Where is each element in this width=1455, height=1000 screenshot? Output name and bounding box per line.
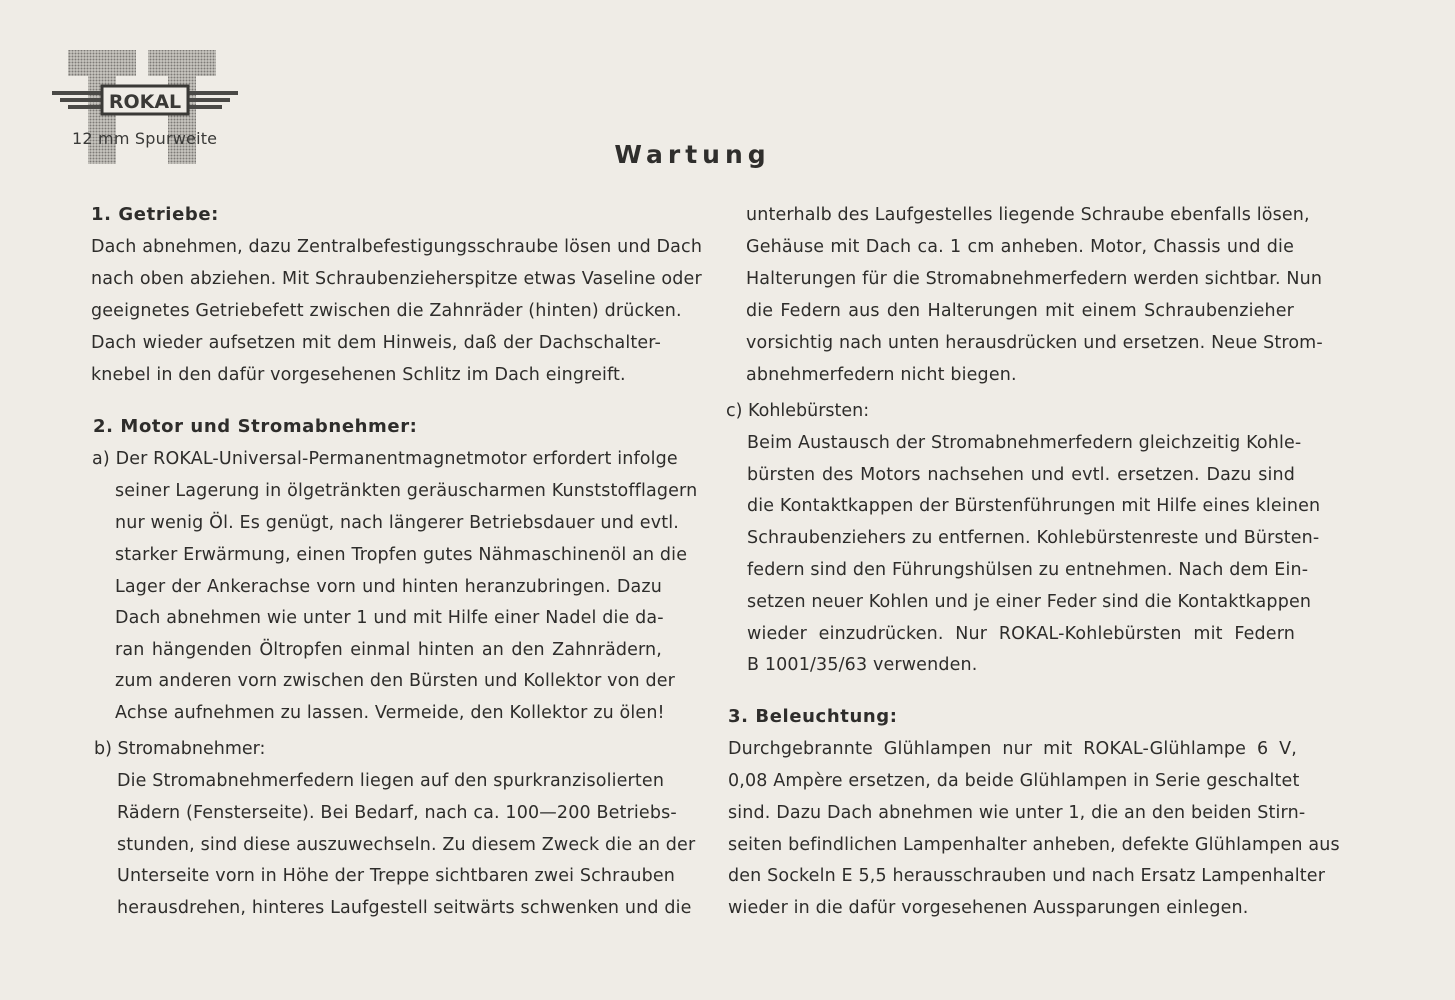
section-2b-line: herausdrehen, hinteres Laufgestell seitwärts schwenken und die (117, 898, 692, 918)
section-2b-line: abnehmerfedern nicht biegen. (746, 365, 1017, 385)
section-1-line: knebel in den dafür vorgesehenen Schlitz im Dach eingreift. (91, 365, 626, 385)
section-2a-line: nur wenig Öl. Es genügt, nach längerer Betriebsdauer und evtl. (115, 513, 679, 533)
page-title: Wartung (614, 140, 771, 169)
section-3-line: sind. Dazu Dach abnehmen wie unter 1, die an den beiden Stirn- (728, 803, 1306, 823)
section-2b-line: Halterungen für die Stromabnehmerfedern werden sichtbar. Nun (746, 269, 1323, 289)
section-3-line: seiten befindlichen Lampenhalter anheben, defekte Glühlampen aus (728, 835, 1340, 855)
section-2c-line: bürsten des Motors nachsehen und evtl. ersetzen. Dazu sind (747, 465, 1295, 485)
section-1-line: geeignetes Getriebefett zwischen die Zahnräder (hinten) drücken. (91, 301, 682, 321)
section-2a-line: Achse aufnehmen zu lassen. Vermeide, den Kollektor zu ölen! (115, 703, 665, 723)
section-2c-line: die Kontaktkappen der Bürstenführungen mit Hilfe eines kleinen (747, 496, 1321, 516)
section-2b-line: stunden, sind diese auszuwechseln. Zu diesem Zweck die an der (117, 835, 696, 855)
section-1-line: nach oben abziehen. Mit Schraubenzieherspitze etwas Vaseline oder (91, 269, 702, 289)
section-2c-line: federn sind den Führungshülsen zu entnehmen. Nach dem Ein- (747, 560, 1309, 580)
section-3-line: wieder in die dafür vorgesehenen Aussparungen einlegen. (728, 898, 1249, 918)
section-2b-line: Rädern (Fensterseite). Bei Bedarf, nach ca. 100—200 Betriebs- (117, 803, 677, 823)
section-2b-line: unterhalb des Laufgestelles liegende Schraube ebenfalls lösen, (746, 205, 1310, 225)
section-2c-line: wieder einzudrücken. Nur ROKAL-Kohlebürsten mit Federn (747, 624, 1295, 644)
section-1-line: Dach abnehmen, dazu Zentralbefestigungsschraube lösen und Dach (91, 237, 703, 257)
logo-subtitle: 12 mm Spurweite (72, 129, 218, 148)
section-2a-line: Dach abnehmen wie unter 1 und mit Hilfe einer Nadel die da- (115, 608, 664, 628)
section-2b-line: Gehäuse mit Dach ca. 1 cm anheben. Motor, Chassis und die (746, 237, 1294, 257)
section-2c-line: Schraubenziehers zu entfernen. Kohlebürstenreste und Bürsten- (747, 528, 1320, 548)
section-2a-line: a) Der ROKAL-Universal-Permanentmagnetmotor erfordert infolge (92, 449, 678, 469)
section-2b-line: Unterseite vorn in Höhe der Treppe sichtbaren zwei Schrauben (117, 866, 676, 886)
section-2c-line: B 1001/35/63 verwenden. (747, 655, 978, 675)
section-2b-heading: b) Stromabnehmer: (94, 739, 266, 759)
section-2b-line: Die Stromabnehmerfedern liegen auf den spurkranzisolierten (117, 771, 665, 791)
section-2a-line: seiner Lagerung in ölgetränkten geräuscharmen Kunststofflagern (115, 481, 698, 501)
section-2b-line: vorsichtig nach unten herausdrücken und ersetzen. Neue Strom- (746, 333, 1323, 353)
section-3-line: den Sockeln E 5,5 herausschrauben und nach Ersatz Lampenhalter (728, 866, 1326, 886)
section-2c-heading: c) Kohlebürsten: (726, 401, 870, 421)
section-2c-line: Beim Austausch der Stromabnehmerfedern gleichzeitig Kohle- (747, 433, 1302, 453)
section-2a-line: zum anderen vorn zwischen den Bürsten und Kollektor von der (115, 671, 675, 691)
section-2a-line: starker Erwärmung, einen Tropfen gutes Nähmaschinenöl an die (115, 545, 688, 565)
section-2-heading: 2. Motor und Stromabnehmer: (93, 416, 418, 437)
section-2b-line: die Federn aus den Halterungen mit einem Schraubenzieher (746, 301, 1294, 321)
section-3-line: 0,08 Ampère ersetzen, da beide Glühlampen in Serie geschaltet (728, 771, 1300, 791)
logo-brand-text: ROKAL (108, 91, 182, 113)
section-2a-line: ran hängenden Öltropfen einmal hinten an den Zahnrädern, (115, 640, 662, 660)
section-1-heading: 1. Getriebe: (91, 204, 219, 225)
section-3-heading: 3. Beleuchtung: (728, 706, 898, 727)
section-2a-line: Lager der Ankerachse vorn und hinten heranzubringen. Dazu (115, 577, 662, 597)
section-3-line: Durchgebrannte Glühlampen nur mit ROKAL-Glühlampe 6 V, (728, 739, 1297, 759)
section-1-line: Dach wieder aufsetzen mit dem Hinweis, daß der Dachschalter- (91, 333, 661, 353)
section-2c-line: setzen neuer Kohlen und je einer Feder sind die Kontaktkappen (747, 592, 1312, 612)
